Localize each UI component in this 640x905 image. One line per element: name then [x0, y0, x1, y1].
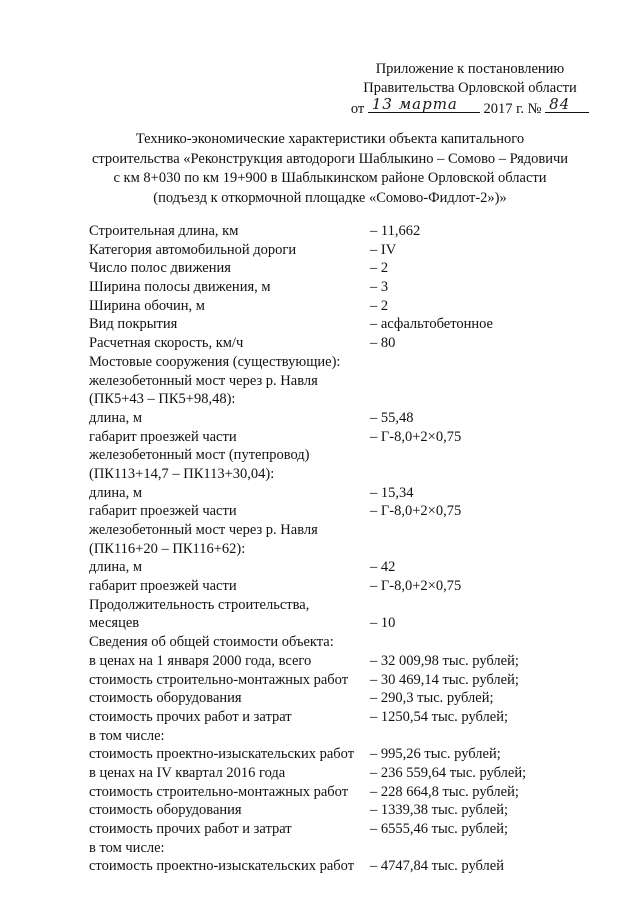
row-value: – Г-8,0+2×0,75	[370, 428, 462, 445]
row-label: габарит проезжей части	[89, 428, 237, 445]
row-label: стоимость оборудования	[89, 802, 242, 819]
row-value: – Г-8,0+2×0,75	[370, 503, 462, 520]
number-blank	[545, 95, 589, 113]
row-value: – IV	[370, 241, 397, 258]
row-value: – 2	[370, 260, 389, 277]
appendix-year: 2017 г. №	[483, 101, 542, 117]
row-value: – 30 469,14 тыс. рублей;	[370, 671, 519, 688]
characteristic-row	[89, 446, 589, 465]
characteristic-row	[89, 633, 589, 652]
row-label: месяцев	[89, 615, 140, 632]
characteristic-row	[89, 708, 589, 727]
row-label: Ширина обочин, м	[89, 297, 205, 314]
row-label: (ПК113+14,7 – ПК113+30,04):	[89, 465, 275, 482]
appendix-line-2: Правительства Орловской области	[363, 80, 577, 96]
row-value: – 80	[370, 335, 396, 352]
row-label: железобетонный мост через р. Навля	[89, 372, 318, 389]
characteristic-row	[89, 278, 589, 297]
date-blank	[368, 95, 480, 113]
row-label: Расчетная скорость, км/ч	[89, 335, 244, 352]
characteristic-row	[89, 596, 589, 615]
characteristic-row	[89, 801, 589, 820]
characteristic-row	[89, 502, 589, 521]
characteristic-row	[89, 315, 589, 334]
row-value: – Г-8,0+2×0,75	[370, 578, 462, 595]
row-label: длина, м	[89, 484, 142, 501]
characteristic-row	[89, 764, 589, 783]
appendix-line-1: Приложение к постановлению	[375, 61, 565, 77]
characteristic-row	[89, 465, 589, 484]
title-line-1: Технико-экономические характеристики объекта капитального	[135, 131, 525, 147]
appendix-header	[340, 60, 600, 119]
row-label: (ПК5+43 – ПК5+98,48):	[89, 391, 236, 408]
row-label: железобетонный мост (путепровод)	[89, 447, 310, 464]
row-label: (ПК116+20 – ПК116+62):	[89, 540, 246, 557]
row-value: – 290,3 тыс. рублей;	[370, 690, 494, 707]
characteristic-row	[89, 783, 589, 802]
row-value: – 11,662	[370, 223, 421, 239]
row-label: габарит проезжей части	[89, 503, 237, 520]
row-value: – асфальтобетонное	[370, 316, 493, 333]
characteristic-row	[89, 353, 589, 372]
characteristic-row	[89, 614, 589, 633]
characteristic-row	[89, 652, 589, 671]
characteristic-row	[89, 222, 589, 241]
characteristic-row	[89, 577, 589, 596]
appendix-prefix: от	[350, 101, 365, 117]
appendix-date-line	[340, 95, 600, 119]
row-label: стоимость строительно-монтажных работ	[89, 671, 349, 688]
row-label: стоимость прочих работ и затрат	[89, 821, 292, 837]
characteristic-row	[89, 689, 589, 708]
characteristic-row	[89, 259, 589, 278]
row-label: в том числе:	[89, 727, 165, 744]
row-label: длина, м	[89, 559, 142, 576]
row-label: в том числе:	[89, 839, 165, 856]
row-label: стоимость оборудования	[89, 690, 242, 707]
document-title	[80, 130, 580, 208]
row-label: длина, м	[89, 409, 142, 426]
characteristic-row	[89, 484, 589, 503]
row-value: – 1339,38 тыс. рублей;	[370, 802, 508, 819]
row-label: в ценах на 1 января 2000 года, всего	[89, 652, 312, 669]
row-label: в ценах на IV квартал 2016 года	[89, 764, 286, 781]
handwritten-date: 13 марта	[371, 95, 458, 113]
row-value: – 228 664,8 тыс. рублей;	[370, 783, 519, 800]
title-line-4: (подъезд к откормочной площадке «Сомово-Фидлот-2»)»	[153, 189, 507, 206]
row-label: стоимость строительно-монтажных работ	[89, 783, 349, 800]
row-value: – 236 559,64 тыс. рублей;	[370, 764, 527, 781]
row-value: – 995,26 тыс. рублей;	[370, 746, 501, 763]
row-label: Сведения об общей стоимости объекта:	[89, 634, 334, 651]
characteristic-row	[89, 558, 589, 577]
row-label: Строительная длина, км	[89, 223, 239, 239]
characteristic-row	[89, 428, 589, 447]
characteristic-row	[89, 857, 589, 876]
row-value: – 32 009,98 тыс. рублей;	[370, 652, 519, 669]
characteristic-row	[89, 409, 589, 428]
row-label: габарит проезжей части	[89, 578, 237, 595]
characteristic-row	[89, 521, 589, 540]
title-line-3: с км 8+030 по км 19+900 в Шаблыкинском районе Орловской области	[113, 170, 547, 186]
row-value: – 10	[370, 615, 396, 632]
row-label: стоимость проектно-изыскательских работ	[89, 746, 355, 763]
characteristic-row	[89, 297, 589, 316]
characteristic-row	[89, 727, 589, 746]
row-value: – 1250,54 тыс. рублей;	[370, 708, 508, 725]
characteristic-row	[89, 372, 589, 391]
characteristic-row	[89, 745, 589, 764]
row-value: – 42	[370, 559, 396, 576]
characteristic-row	[89, 820, 589, 839]
characteristic-row	[89, 334, 589, 353]
row-label: Вид покрытия	[89, 316, 178, 333]
row-value: – 4747,84 тыс. рублей	[370, 858, 504, 875]
row-value: – 6555,46 тыс. рублей;	[370, 821, 508, 837]
row-value: – 15,34	[370, 484, 414, 501]
row-label: Продолжительность строительства,	[89, 596, 310, 613]
row-label: Категория автомобильной дороги	[89, 241, 297, 258]
characteristic-row	[89, 241, 589, 260]
row-value: – 3	[370, 279, 389, 296]
title-line-2: строительства «Реконструкция автодороги Шаблыкино – Сомово – Рядовичи	[91, 150, 569, 167]
row-label: Мостовые сооружения (существующие):	[89, 353, 341, 370]
characteristic-row	[89, 390, 589, 409]
row-label: Число полос движения	[89, 260, 231, 277]
characteristic-row	[89, 671, 589, 690]
row-label: стоимость проектно-изыскательских работ	[89, 858, 355, 875]
characteristic-row	[89, 839, 589, 858]
row-label: стоимость прочих работ и затрат	[89, 708, 292, 725]
characteristics-list	[89, 222, 589, 876]
row-value: – 55,48	[370, 409, 414, 426]
handwritten-number: 84	[549, 95, 571, 113]
row-label: железобетонный мост через р. Навля	[89, 522, 318, 538]
row-label: Ширина полосы движения, м	[89, 279, 271, 296]
characteristic-row	[89, 540, 589, 559]
row-value: – 2	[370, 297, 389, 314]
